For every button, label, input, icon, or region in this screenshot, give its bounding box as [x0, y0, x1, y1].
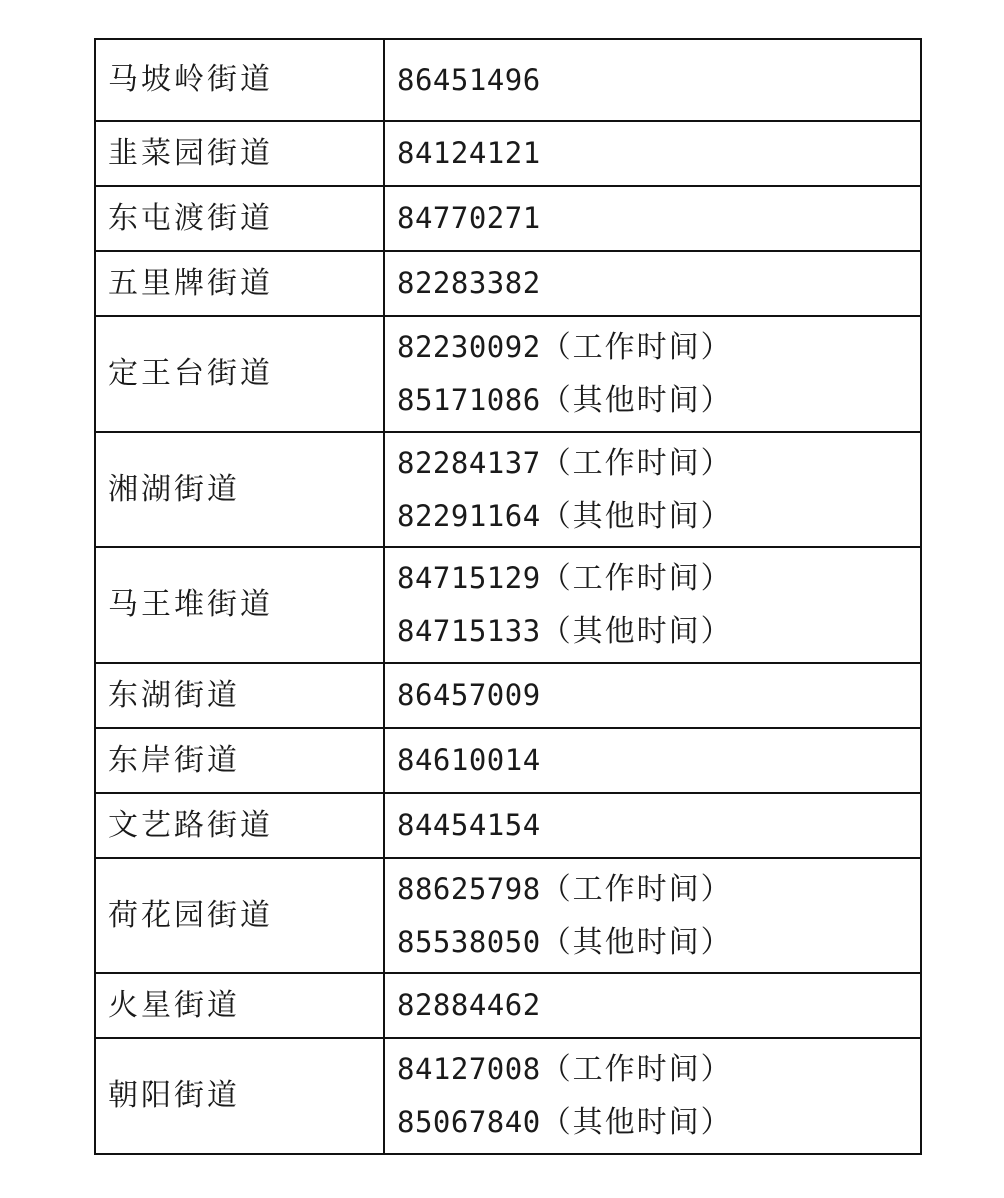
phone-cell [384, 121, 921, 186]
contact-table [94, 38, 922, 1155]
phone-number: 88625798 [397, 871, 541, 906]
table-row [95, 316, 921, 432]
phone-number: 82230092 [397, 330, 541, 364]
phone-number: 82291164 [397, 498, 541, 533]
table-row [95, 973, 921, 1038]
phone-number: 84124121 [397, 136, 541, 170]
phone-number: 82284137 [397, 445, 541, 480]
table-body [95, 39, 921, 1154]
phone-time-note: （工作时间） [540, 330, 733, 365]
district-name-cell: 文艺路街道 [95, 793, 384, 858]
table-row [95, 728, 921, 793]
district-name-cell: 东屯渡街道 [95, 186, 384, 251]
phone-line [397, 1043, 920, 1096]
district-name-cell: 荷花园街道 [95, 858, 384, 973]
table-row [95, 432, 921, 547]
table-row [95, 858, 921, 973]
phone-cell [384, 186, 921, 251]
phone-number: 84127008 [397, 1052, 541, 1086]
table-row [95, 663, 921, 728]
phone-line [397, 257, 920, 310]
phone-line [397, 490, 920, 543]
table-row [95, 121, 921, 186]
phone-line [397, 192, 920, 245]
phone-number: 84715129 [397, 561, 541, 595]
phone-line [397, 321, 920, 374]
phone-number: 85171086 [397, 383, 541, 417]
phone-number: 86457009 [397, 678, 541, 712]
phone-number: 85067840 [397, 1105, 541, 1139]
phone-line [397, 54, 920, 107]
phone-cell [384, 251, 921, 316]
phone-line [397, 605, 920, 658]
district-name-cell: 马王堆街道 [95, 547, 384, 663]
phone-line [397, 863, 920, 916]
phone-cell [384, 858, 921, 973]
phone-cell [384, 1038, 921, 1154]
phone-number: 82283382 [397, 266, 541, 300]
district-name-cell: 东湖街道 [95, 663, 384, 728]
phone-time-note: （其他时间） [540, 383, 733, 418]
phone-cell [384, 39, 921, 121]
phone-line [397, 437, 920, 490]
phone-time-note: （其他时间） [540, 498, 733, 534]
phone-cell [384, 547, 921, 663]
phone-number: 84610014 [397, 743, 541, 777]
phone-time-note: （工作时间） [540, 871, 733, 907]
phone-time-note: （其他时间） [540, 1105, 733, 1140]
phone-cell [384, 973, 921, 1038]
phone-number: 84454154 [397, 808, 541, 842]
phone-line [397, 127, 920, 180]
phone-number: 86451496 [397, 62, 541, 97]
table-row [95, 1038, 921, 1154]
district-name-cell: 马坡岭街道 [95, 39, 384, 121]
phone-cell [384, 663, 921, 728]
district-name-cell: 湘湖街道 [95, 432, 384, 547]
district-name-cell: 东岸街道 [95, 728, 384, 793]
phone-cell [384, 316, 921, 432]
table-row [95, 251, 921, 316]
table-row [95, 39, 921, 121]
phone-number: 82884462 [397, 988, 541, 1022]
phone-time-note: （工作时间） [540, 1052, 733, 1087]
phone-time-note: （其他时间） [540, 924, 733, 960]
phone-line [397, 1096, 920, 1149]
phone-line [397, 799, 920, 852]
phone-line [397, 669, 920, 722]
district-name-cell: 火星街道 [95, 973, 384, 1038]
phone-cell [384, 793, 921, 858]
table-row [95, 547, 921, 663]
district-name-cell: 朝阳街道 [95, 1038, 384, 1154]
phone-time-note: （其他时间） [540, 614, 733, 649]
table-row [95, 186, 921, 251]
phone-line [397, 979, 920, 1032]
phone-time-note: （工作时间） [540, 561, 733, 596]
phone-cell [384, 728, 921, 793]
district-name-cell: 五里牌街道 [95, 251, 384, 316]
district-name-cell: 定王台街道 [95, 316, 384, 432]
phone-line [397, 374, 920, 427]
phone-number: 85538050 [397, 924, 541, 959]
phone-line [397, 552, 920, 605]
phone-time-note: （工作时间） [540, 445, 733, 481]
phone-number: 84770271 [397, 201, 541, 235]
phone-number: 84715133 [397, 614, 541, 648]
phone-line [397, 734, 920, 787]
phone-cell [384, 432, 921, 547]
table-row [95, 793, 921, 858]
phone-line [397, 916, 920, 969]
district-name-cell: 韭菜园街道 [95, 121, 384, 186]
